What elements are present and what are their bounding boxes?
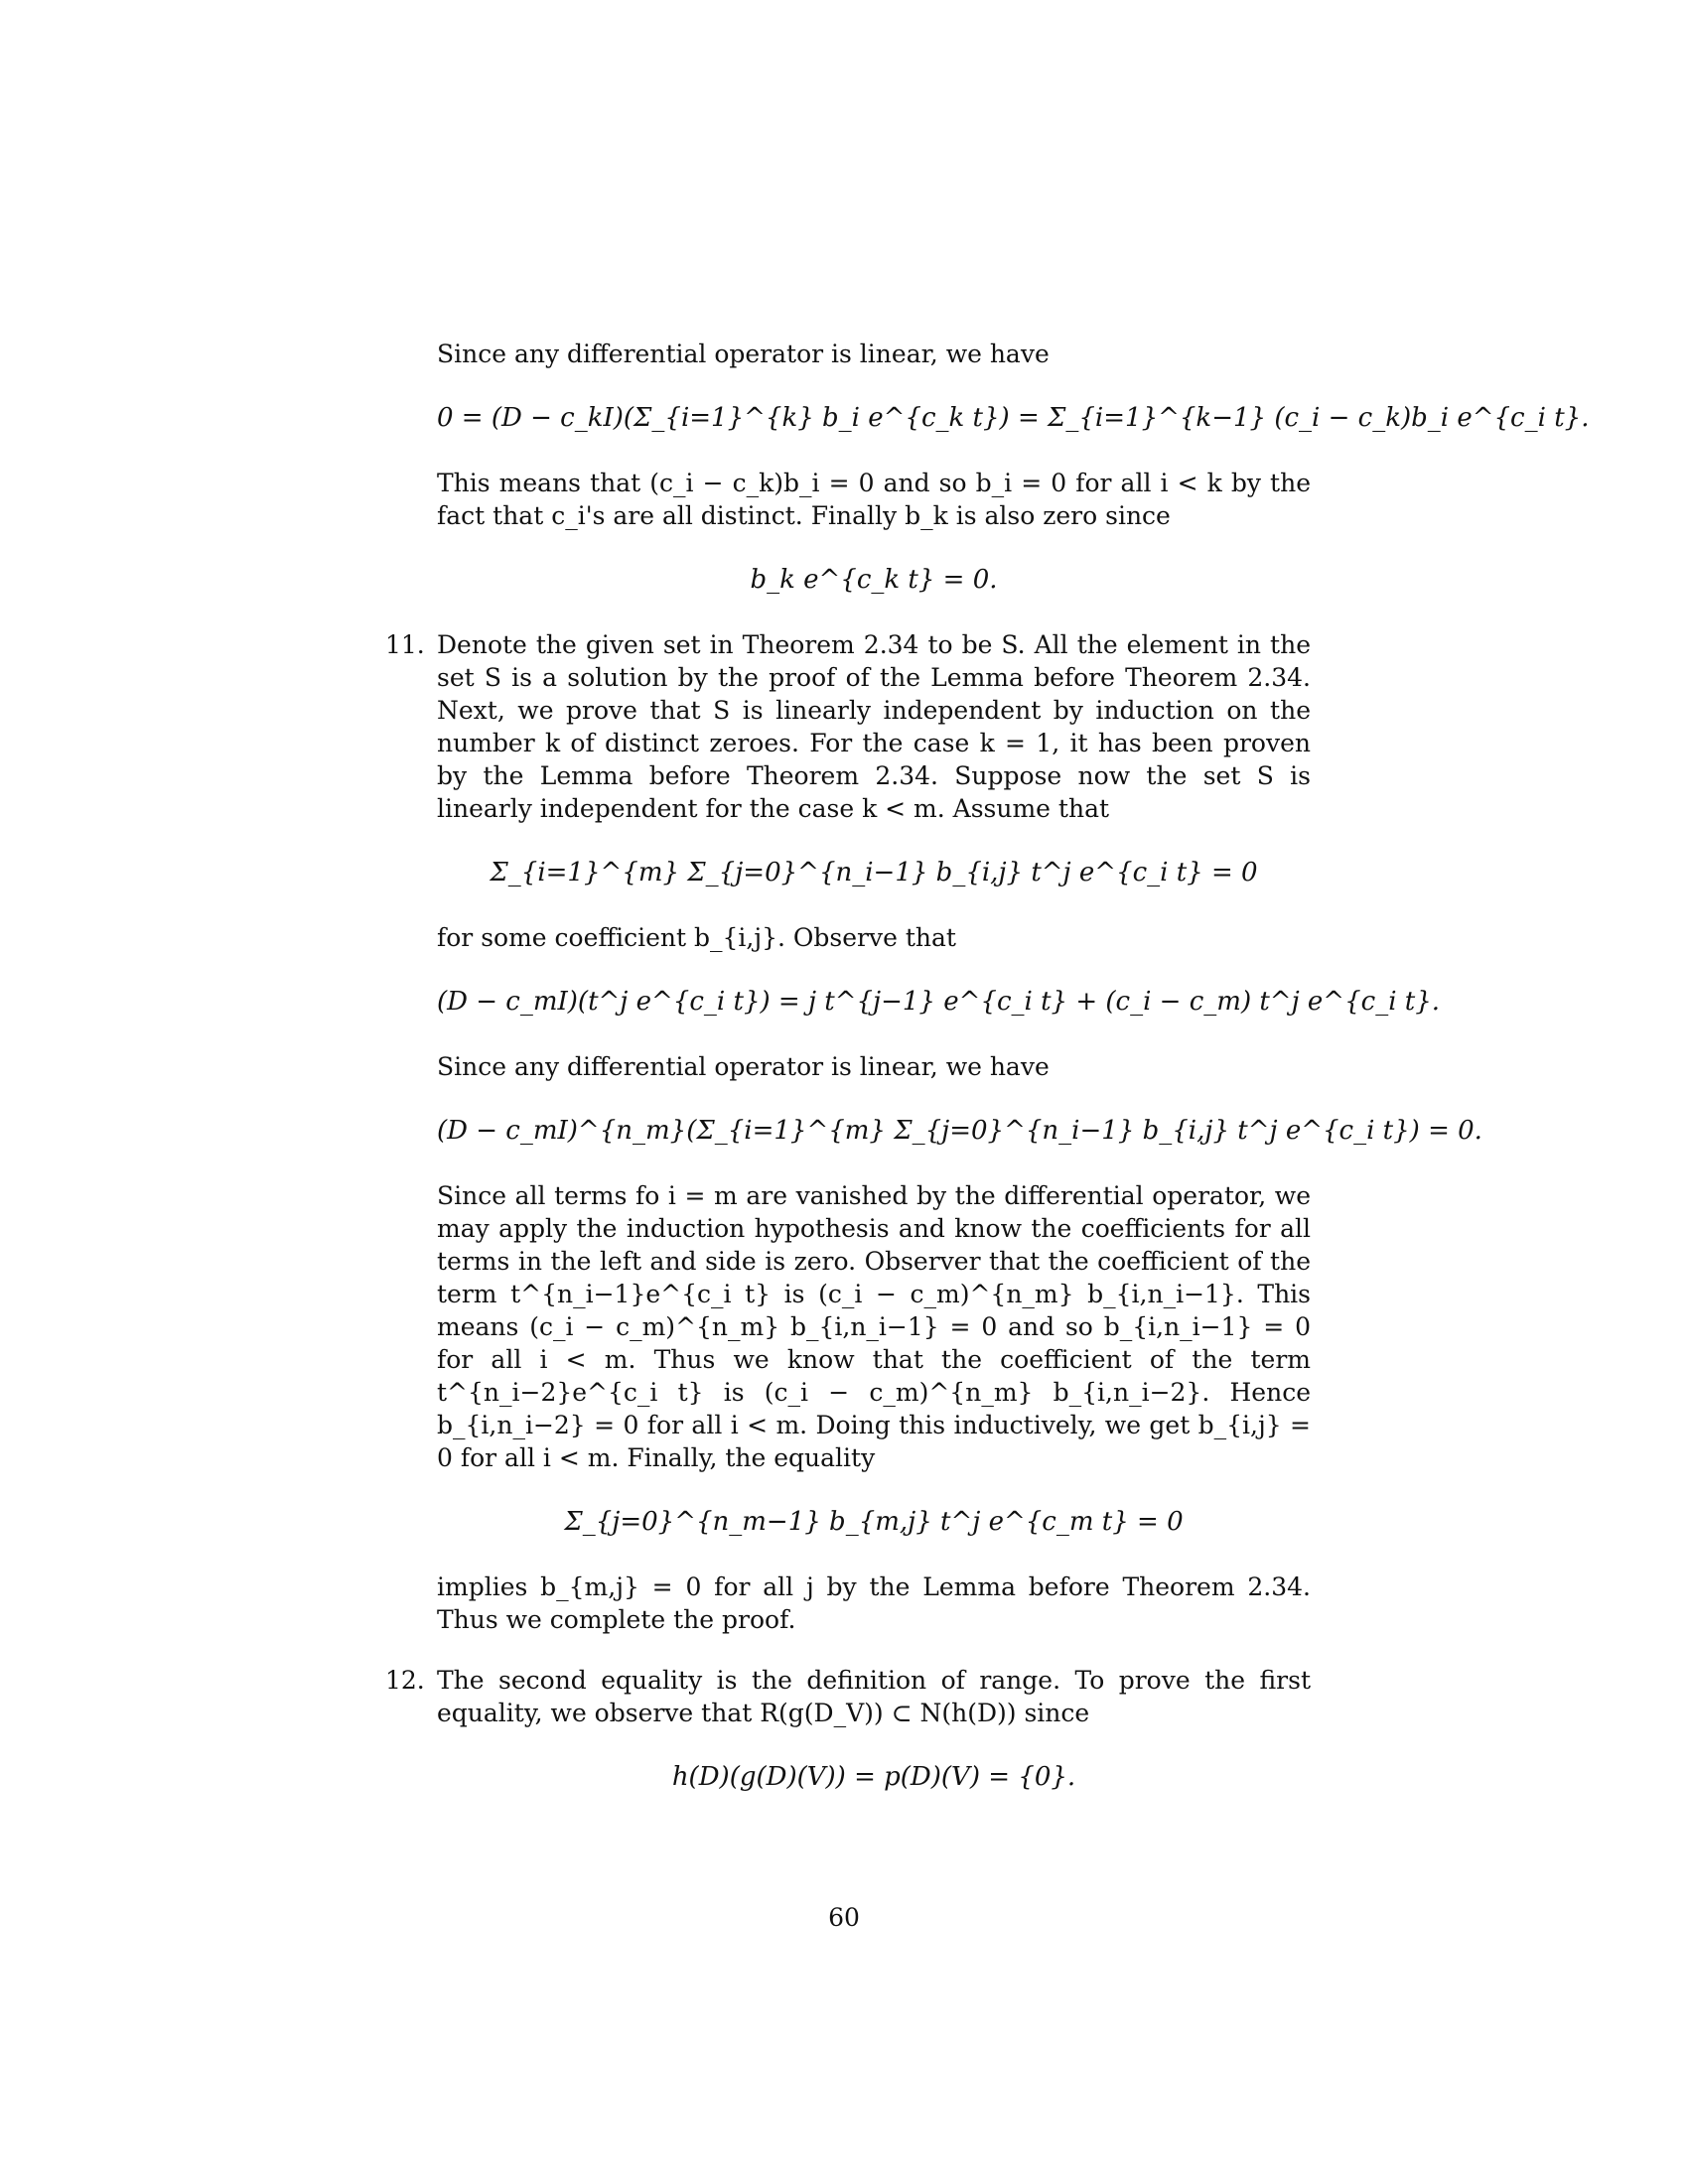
page-number: 60	[828, 1903, 860, 1932]
equation-1: 0 = (D − c_kI)(Σ_{i=1}^{k} b_i e^{c_k t}) = Σ_{i=1}^{k−1} (c_i − c_k)b_i e^{c_i t}.	[437, 403, 1590, 433]
list-item-11	[385, 628, 1482, 1636]
document-body	[385, 338, 1590, 1826]
item-11-paragraph-1: Denote the given set in Theorem 2.34 to be S. All the element in the set S is a solution by the proof of the Lemma before Theorem 2.34. Next, we prove that S is linearly independent by induction on the number k of distinct zeroes. For the case k = 1, it has been proven by the Lemma before Theorem 2.34. Suppose now the set S is linearly independent for the case k < m. Assume that	[437, 630, 1311, 823]
item-number: 12.	[385, 1666, 425, 1695]
list-item-12	[385, 1664, 1311, 1794]
equation-2: b_k e^{c_k t} = 0.	[750, 565, 998, 595]
item-11-paragraph-5: implies b_{m,j} = 0 for all j by the Lemma before Theorem 2.34. Thus we complete the proof.	[437, 1572, 1311, 1634]
paragraph-2: This means that (c_i − c_k)b_i = 0 and so b_i = 0 for all i < k by the fact that c_i's are all distinct. Finally b_k is also zero since	[437, 469, 1311, 530]
item-11-paragraph-2: for some coefficient b_{i,j}. Observe that	[437, 923, 956, 952]
item-11-equation-1: Σ_{i=1}^{m} Σ_{j=0}^{n_i−1} b_{i,j} t^j e^{c_i t} = 0	[490, 858, 1258, 887]
item-11-paragraph-3: Since any differential operator is linear, we have	[437, 1052, 1050, 1081]
item-11-paragraph-4: Since all terms fo i = m are vanished by the differential operator, we may apply the induction hypothesis and know the coefficients for all terms in the left and side is zero. Observer that the coefficient of the term t^{n_i−1}e^{c_i t} is (c_i − c_m)^{n_m} b_{i,n_i−1}. This means (c_i − c_m)^{n_m} b_{i,n_i−1} = 0 and so b_{i,n_i−1} = 0 for all i < m. Thus we know that the coefficient of the term t^{n_i−2}e^{c_i t} is (c_i − c_m)^{n_m} b_{i,n_i−2}. Hence b_{i,n_i−2} = 0 for all i < m. Doing this inductively, we get b_{i,j} = 0 for all i < m. Finally, the equality	[437, 1181, 1311, 1472]
intro-paragraph: Since any differential operator is linear, we have	[437, 340, 1050, 368]
item-11-equation-4: Σ_{j=0}^{n_m−1} b_{m,j} t^j e^{c_m t} = 0	[564, 1507, 1184, 1537]
item-number: 11.	[385, 630, 425, 659]
item-11-equation-3: (D − c_mI)^{n_m}(Σ_{i=1}^{m} Σ_{j=0}^{n_i−1} b_{i,j} t^j e^{c_i t}) = 0.	[437, 1116, 1482, 1146]
item-12-paragraph-1: The second equality is the definition of range. To prove the first equality, we observe that R(g(D_V)) ⊂ N(h(D)) since	[437, 1666, 1311, 1727]
item-11-equation-2: (D − c_mI)(t^j e^{c_i t}) = j t^{j−1} e^{c_i t} + (c_i − c_m) t^j e^{c_i t}.	[437, 987, 1441, 1017]
item-12-equation-1: h(D)(g(D)(V)) = p(D)(V) = {0}.	[671, 1762, 1076, 1792]
